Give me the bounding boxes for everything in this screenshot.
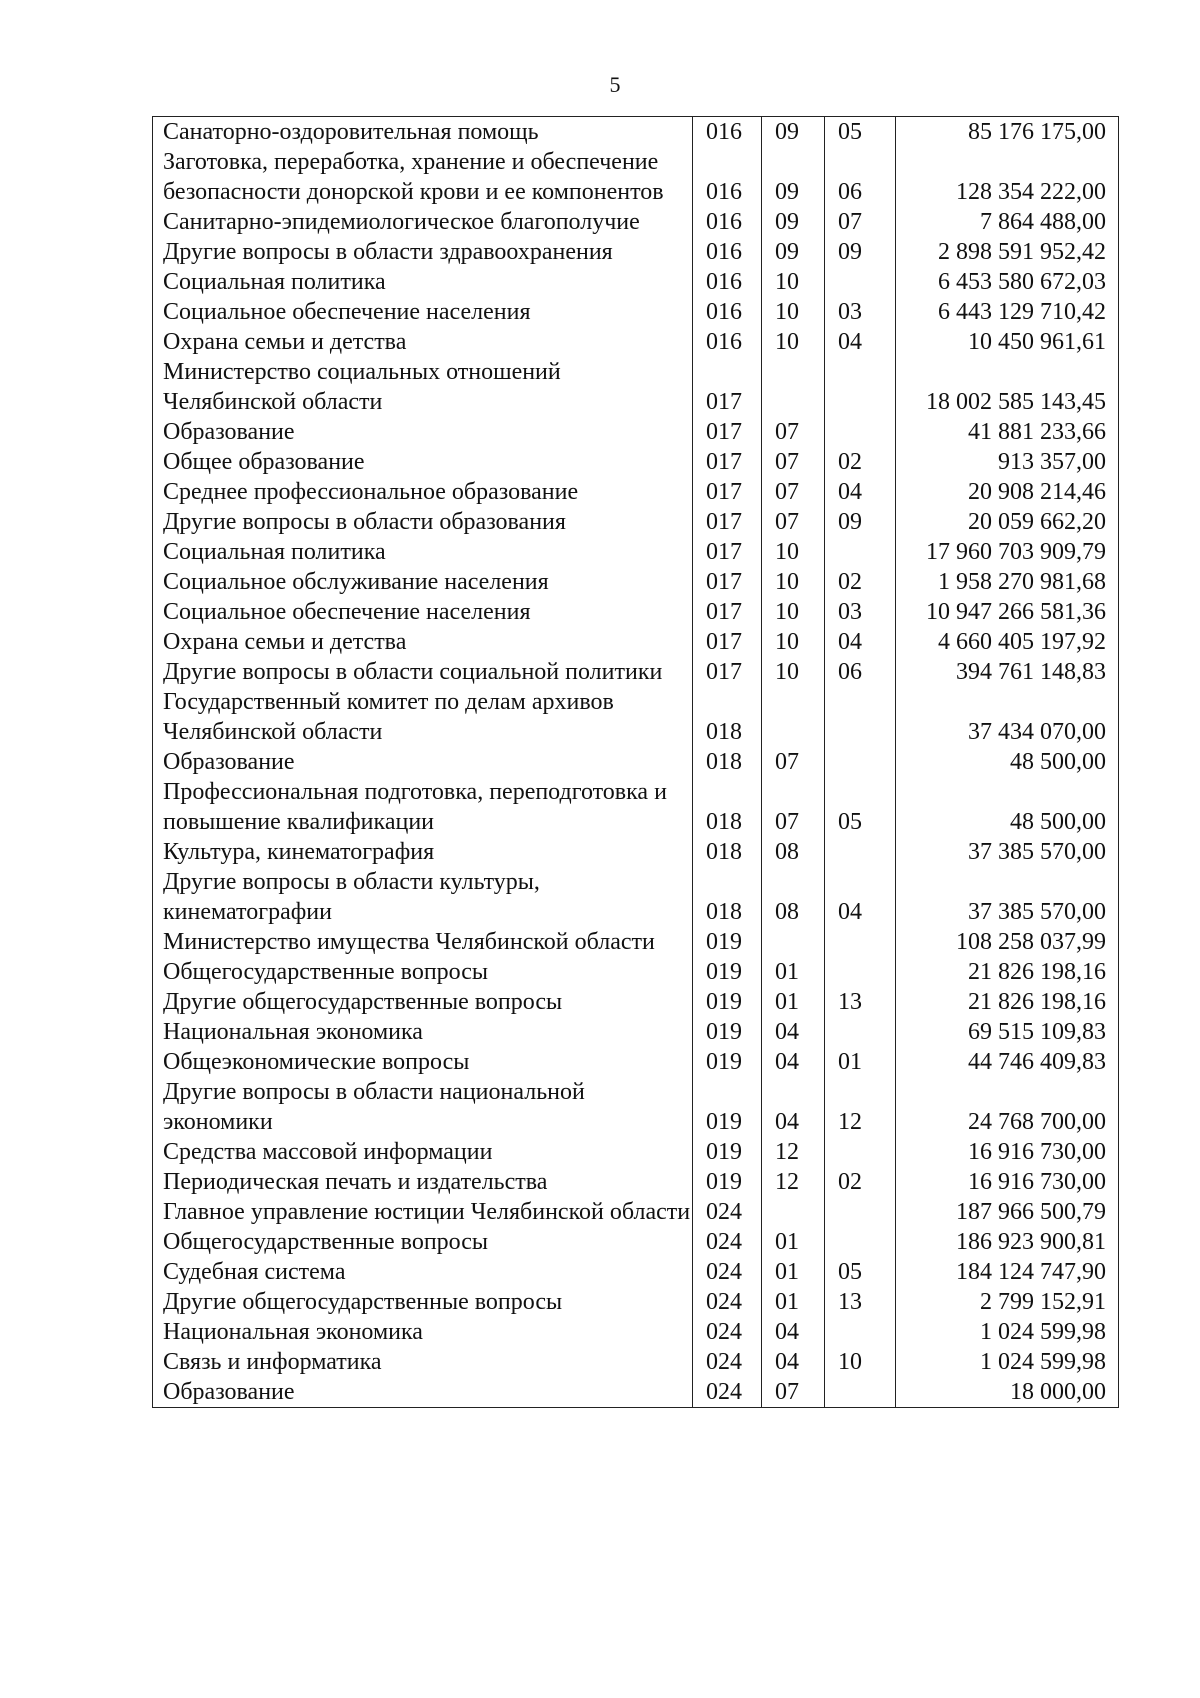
row-gr-code: 024 xyxy=(693,1347,762,1377)
row-gr-code: 019 xyxy=(693,1167,762,1197)
row-pr-code xyxy=(825,747,896,777)
row-gr-code: 016 xyxy=(693,297,762,327)
table-row xyxy=(153,1377,1119,1408)
row-rz-code: 09 xyxy=(762,117,825,148)
row-name: Министерство социальных отношений Челябинской области xyxy=(153,357,693,417)
row-rz-code: 10 xyxy=(762,537,825,567)
row-pr-code: 05 xyxy=(825,1257,896,1287)
table-row xyxy=(153,957,1119,987)
row-rz-code: 04 xyxy=(762,1047,825,1077)
row-gr-code: 017 xyxy=(693,537,762,567)
row-pr-code: 10 xyxy=(825,1347,896,1377)
table-row xyxy=(153,657,1119,687)
row-name: Средства массовой информации xyxy=(153,1137,693,1167)
row-name: Образование xyxy=(153,417,693,447)
row-rz-code: 10 xyxy=(762,297,825,327)
table-row xyxy=(153,1227,1119,1257)
row-rz-code: 10 xyxy=(762,597,825,627)
row-rz-code: 09 xyxy=(762,147,825,207)
row-pr-code xyxy=(825,537,896,567)
row-rz-code: 12 xyxy=(762,1137,825,1167)
table-row xyxy=(153,597,1119,627)
row-amount: 394 761 148,83 xyxy=(896,657,1119,687)
row-name: Образование xyxy=(153,1377,693,1408)
table-row xyxy=(153,447,1119,477)
row-name: Периодическая печать и издательства xyxy=(153,1167,693,1197)
table-row xyxy=(153,837,1119,867)
table-row xyxy=(153,1197,1119,1227)
row-pr-code xyxy=(825,957,896,987)
row-rz-code: 01 xyxy=(762,1287,825,1317)
row-rz-code: 01 xyxy=(762,1257,825,1287)
row-amount: 24 768 700,00 xyxy=(896,1077,1119,1137)
row-gr-code: 019 xyxy=(693,957,762,987)
row-gr-code: 019 xyxy=(693,1017,762,1047)
row-gr-code: 016 xyxy=(693,237,762,267)
row-pr-code: 12 xyxy=(825,1077,896,1137)
row-name: Общегосударственные вопросы xyxy=(153,957,693,987)
row-gr-code: 016 xyxy=(693,147,762,207)
table-row xyxy=(153,1017,1119,1047)
table-row xyxy=(153,1317,1119,1347)
row-rz-code: 07 xyxy=(762,447,825,477)
row-amount: 44 746 409,83 xyxy=(896,1047,1119,1077)
row-rz-code: 01 xyxy=(762,987,825,1017)
row-amount: 48 500,00 xyxy=(896,777,1119,837)
row-amount: 37 434 070,00 xyxy=(896,687,1119,747)
row-name: Профессиональная подготовка, переподготовка и повышение квалификации xyxy=(153,777,693,837)
row-gr-code: 017 xyxy=(693,507,762,537)
row-gr-code: 018 xyxy=(693,777,762,837)
row-pr-code xyxy=(825,417,896,447)
row-amount: 18 000,00 xyxy=(896,1377,1119,1408)
table-row xyxy=(153,1077,1119,1137)
row-gr-code: 024 xyxy=(693,1377,762,1408)
table-row xyxy=(153,987,1119,1017)
row-gr-code: 016 xyxy=(693,207,762,237)
table-row xyxy=(153,1287,1119,1317)
row-gr-code: 019 xyxy=(693,987,762,1017)
row-rz-code: 09 xyxy=(762,207,825,237)
row-rz-code: 07 xyxy=(762,1377,825,1408)
row-pr-code xyxy=(825,1227,896,1257)
row-gr-code: 018 xyxy=(693,747,762,777)
row-pr-code: 02 xyxy=(825,1167,896,1197)
row-gr-code: 018 xyxy=(693,687,762,747)
table-row xyxy=(153,627,1119,657)
table-row xyxy=(153,117,1119,148)
row-name: Социальное обеспечение населения xyxy=(153,297,693,327)
row-gr-code: 017 xyxy=(693,597,762,627)
row-pr-code: 13 xyxy=(825,1287,896,1317)
row-amount: 6 453 580 672,03 xyxy=(896,267,1119,297)
table-row xyxy=(153,297,1119,327)
row-pr-code: 02 xyxy=(825,567,896,597)
row-gr-code: 018 xyxy=(693,837,762,867)
row-name: Другие общегосударственные вопросы xyxy=(153,987,693,1017)
row-gr-code: 017 xyxy=(693,417,762,447)
row-gr-code: 024 xyxy=(693,1317,762,1347)
row-pr-code xyxy=(825,1317,896,1347)
row-name: Общеэкономические вопросы xyxy=(153,1047,693,1077)
budget-table xyxy=(152,116,1119,1408)
row-name: Охрана семьи и детства xyxy=(153,627,693,657)
row-pr-code: 13 xyxy=(825,987,896,1017)
row-amount: 10 947 266 581,36 xyxy=(896,597,1119,627)
row-pr-code: 05 xyxy=(825,117,896,148)
row-rz-code: 07 xyxy=(762,417,825,447)
row-pr-code xyxy=(825,1197,896,1227)
table-row xyxy=(153,867,1119,927)
row-gr-code: 024 xyxy=(693,1257,762,1287)
row-name: Санаторно-оздоровительная помощь xyxy=(153,117,693,148)
row-pr-code xyxy=(825,1377,896,1408)
row-rz-code: 04 xyxy=(762,1317,825,1347)
row-amount: 18 002 585 143,45 xyxy=(896,357,1119,417)
table-row xyxy=(153,747,1119,777)
row-amount: 20 059 662,20 xyxy=(896,507,1119,537)
row-rz-code: 10 xyxy=(762,327,825,357)
row-name: Социальное обеспечение населения xyxy=(153,597,693,627)
table-row xyxy=(153,507,1119,537)
table-row xyxy=(153,1347,1119,1377)
row-amount: 48 500,00 xyxy=(896,747,1119,777)
row-gr-code: 024 xyxy=(693,1197,762,1227)
row-amount: 108 258 037,99 xyxy=(896,927,1119,957)
row-amount: 17 960 703 909,79 xyxy=(896,537,1119,567)
row-amount: 69 515 109,83 xyxy=(896,1017,1119,1047)
row-rz-code: 12 xyxy=(762,1167,825,1197)
row-name: Другие вопросы в области социальной политики xyxy=(153,657,693,687)
table-row xyxy=(153,147,1119,207)
row-pr-code: 04 xyxy=(825,867,896,927)
row-amount: 85 176 175,00 xyxy=(896,117,1119,148)
row-gr-code: 019 xyxy=(693,1077,762,1137)
row-gr-code: 017 xyxy=(693,567,762,597)
row-pr-code xyxy=(825,837,896,867)
row-pr-code: 09 xyxy=(825,507,896,537)
row-gr-code: 024 xyxy=(693,1227,762,1257)
row-rz-code xyxy=(762,927,825,957)
row-pr-code xyxy=(825,927,896,957)
row-pr-code: 04 xyxy=(825,327,896,357)
row-pr-code: 07 xyxy=(825,207,896,237)
row-name: Санитарно-эпидемиологическое благополучие xyxy=(153,207,693,237)
row-gr-code: 016 xyxy=(693,267,762,297)
row-amount: 2 898 591 952,42 xyxy=(896,237,1119,267)
row-pr-code xyxy=(825,1017,896,1047)
row-name: Министерство имущества Челябинской области xyxy=(153,927,693,957)
table-row xyxy=(153,237,1119,267)
row-amount: 20 908 214,46 xyxy=(896,477,1119,507)
row-amount: 16 916 730,00 xyxy=(896,1137,1119,1167)
row-amount: 37 385 570,00 xyxy=(896,867,1119,927)
row-amount: 1 024 599,98 xyxy=(896,1317,1119,1347)
row-pr-code: 09 xyxy=(825,237,896,267)
row-name: Социальная политика xyxy=(153,267,693,297)
row-gr-code: 018 xyxy=(693,867,762,927)
table-row xyxy=(153,417,1119,447)
row-pr-code xyxy=(825,357,896,417)
table-row xyxy=(153,687,1119,747)
row-pr-code: 02 xyxy=(825,447,896,477)
row-pr-code xyxy=(825,1137,896,1167)
row-pr-code: 04 xyxy=(825,477,896,507)
row-pr-code: 03 xyxy=(825,597,896,627)
row-gr-code: 017 xyxy=(693,477,762,507)
row-gr-code: 016 xyxy=(693,117,762,148)
row-rz-code: 07 xyxy=(762,507,825,537)
row-amount: 2 799 152,91 xyxy=(896,1287,1119,1317)
row-amount: 10 450 961,61 xyxy=(896,327,1119,357)
row-amount: 37 385 570,00 xyxy=(896,837,1119,867)
row-rz-code xyxy=(762,1197,825,1227)
row-pr-code xyxy=(825,267,896,297)
row-name: Заготовка, переработка, хранение и обеспечение безопасности донорской крови и ее компонентов xyxy=(153,147,693,207)
row-rz-code: 08 xyxy=(762,867,825,927)
row-name: Среднее профессиональное образование xyxy=(153,477,693,507)
row-name: Общегосударственные вопросы xyxy=(153,1227,693,1257)
table-row xyxy=(153,1257,1119,1287)
row-name: Другие вопросы в области национальной экономики xyxy=(153,1077,693,1137)
row-gr-code: 019 xyxy=(693,1137,762,1167)
row-name: Государственный комитет по делам архивов Челябинской области xyxy=(153,687,693,747)
row-name: Социальное обслуживание населения xyxy=(153,567,693,597)
row-pr-code: 06 xyxy=(825,657,896,687)
row-name: Социальная политика xyxy=(153,537,693,567)
row-name: Другие вопросы в области здравоохранения xyxy=(153,237,693,267)
table-row xyxy=(153,477,1119,507)
row-amount: 186 923 900,81 xyxy=(896,1227,1119,1257)
row-name: Национальная экономика xyxy=(153,1317,693,1347)
row-amount: 6 443 129 710,42 xyxy=(896,297,1119,327)
row-rz-code: 04 xyxy=(762,1347,825,1377)
row-name: Образование xyxy=(153,747,693,777)
row-rz-code: 09 xyxy=(762,237,825,267)
row-gr-code: 024 xyxy=(693,1287,762,1317)
row-rz-code: 07 xyxy=(762,477,825,507)
row-amount: 187 966 500,79 xyxy=(896,1197,1119,1227)
row-name: Другие вопросы в области образования xyxy=(153,507,693,537)
row-gr-code: 019 xyxy=(693,927,762,957)
table-row xyxy=(153,927,1119,957)
row-pr-code: 04 xyxy=(825,627,896,657)
page-number: 5 xyxy=(609,72,621,97)
row-name: Национальная экономика xyxy=(153,1017,693,1047)
row-gr-code: 017 xyxy=(693,657,762,687)
row-rz-code: 07 xyxy=(762,747,825,777)
row-pr-code: 03 xyxy=(825,297,896,327)
row-rz-code xyxy=(762,687,825,747)
row-pr-code xyxy=(825,687,896,747)
row-name: Связь и информатика xyxy=(153,1347,693,1377)
row-name: Другие вопросы в области культуры, кинематографии xyxy=(153,867,693,927)
table-row xyxy=(153,567,1119,597)
table-row xyxy=(153,267,1119,297)
row-rz-code: 10 xyxy=(762,267,825,297)
row-pr-code: 05 xyxy=(825,777,896,837)
row-amount: 41 881 233,66 xyxy=(896,417,1119,447)
budget-table-body xyxy=(153,117,1119,1408)
row-amount: 1 958 270 981,68 xyxy=(896,567,1119,597)
row-amount: 913 357,00 xyxy=(896,447,1119,477)
row-rz-code: 10 xyxy=(762,657,825,687)
row-gr-code: 017 xyxy=(693,627,762,657)
row-name: Общее образование xyxy=(153,447,693,477)
row-rz-code: 10 xyxy=(762,627,825,657)
row-rz-code: 10 xyxy=(762,567,825,597)
table-row xyxy=(153,777,1119,837)
row-gr-code: 019 xyxy=(693,1047,762,1077)
row-amount: 7 864 488,00 xyxy=(896,207,1119,237)
row-name: Судебная система xyxy=(153,1257,693,1287)
table-row xyxy=(153,1047,1119,1077)
table-row xyxy=(153,207,1119,237)
row-amount: 21 826 198,16 xyxy=(896,957,1119,987)
row-rz-code: 04 xyxy=(762,1017,825,1047)
row-rz-code: 01 xyxy=(762,1227,825,1257)
row-pr-code: 01 xyxy=(825,1047,896,1077)
table-row xyxy=(153,1167,1119,1197)
row-name: Культура, кинематография xyxy=(153,837,693,867)
table-row xyxy=(153,537,1119,567)
row-rz-code: 04 xyxy=(762,1077,825,1137)
row-amount: 128 354 222,00 xyxy=(896,147,1119,207)
row-pr-code: 06 xyxy=(825,147,896,207)
row-rz-code xyxy=(762,357,825,417)
row-name: Главное управление юстиции Челябинской области xyxy=(153,1197,693,1227)
row-amount: 1 024 599,98 xyxy=(896,1347,1119,1377)
row-gr-code: 017 xyxy=(693,357,762,417)
table-row xyxy=(153,1137,1119,1167)
row-rz-code: 01 xyxy=(762,957,825,987)
table-row xyxy=(153,357,1119,417)
row-amount: 16 916 730,00 xyxy=(896,1167,1119,1197)
row-name: Охрана семьи и детства xyxy=(153,327,693,357)
row-amount: 4 660 405 197,92 xyxy=(896,627,1119,657)
table-row xyxy=(153,327,1119,357)
row-rz-code: 07 xyxy=(762,777,825,837)
row-gr-code: 017 xyxy=(693,447,762,477)
row-gr-code: 016 xyxy=(693,327,762,357)
row-amount: 21 826 198,16 xyxy=(896,987,1119,1017)
row-name: Другие общегосударственные вопросы xyxy=(153,1287,693,1317)
row-amount: 184 124 747,90 xyxy=(896,1257,1119,1287)
row-rz-code: 08 xyxy=(762,837,825,867)
